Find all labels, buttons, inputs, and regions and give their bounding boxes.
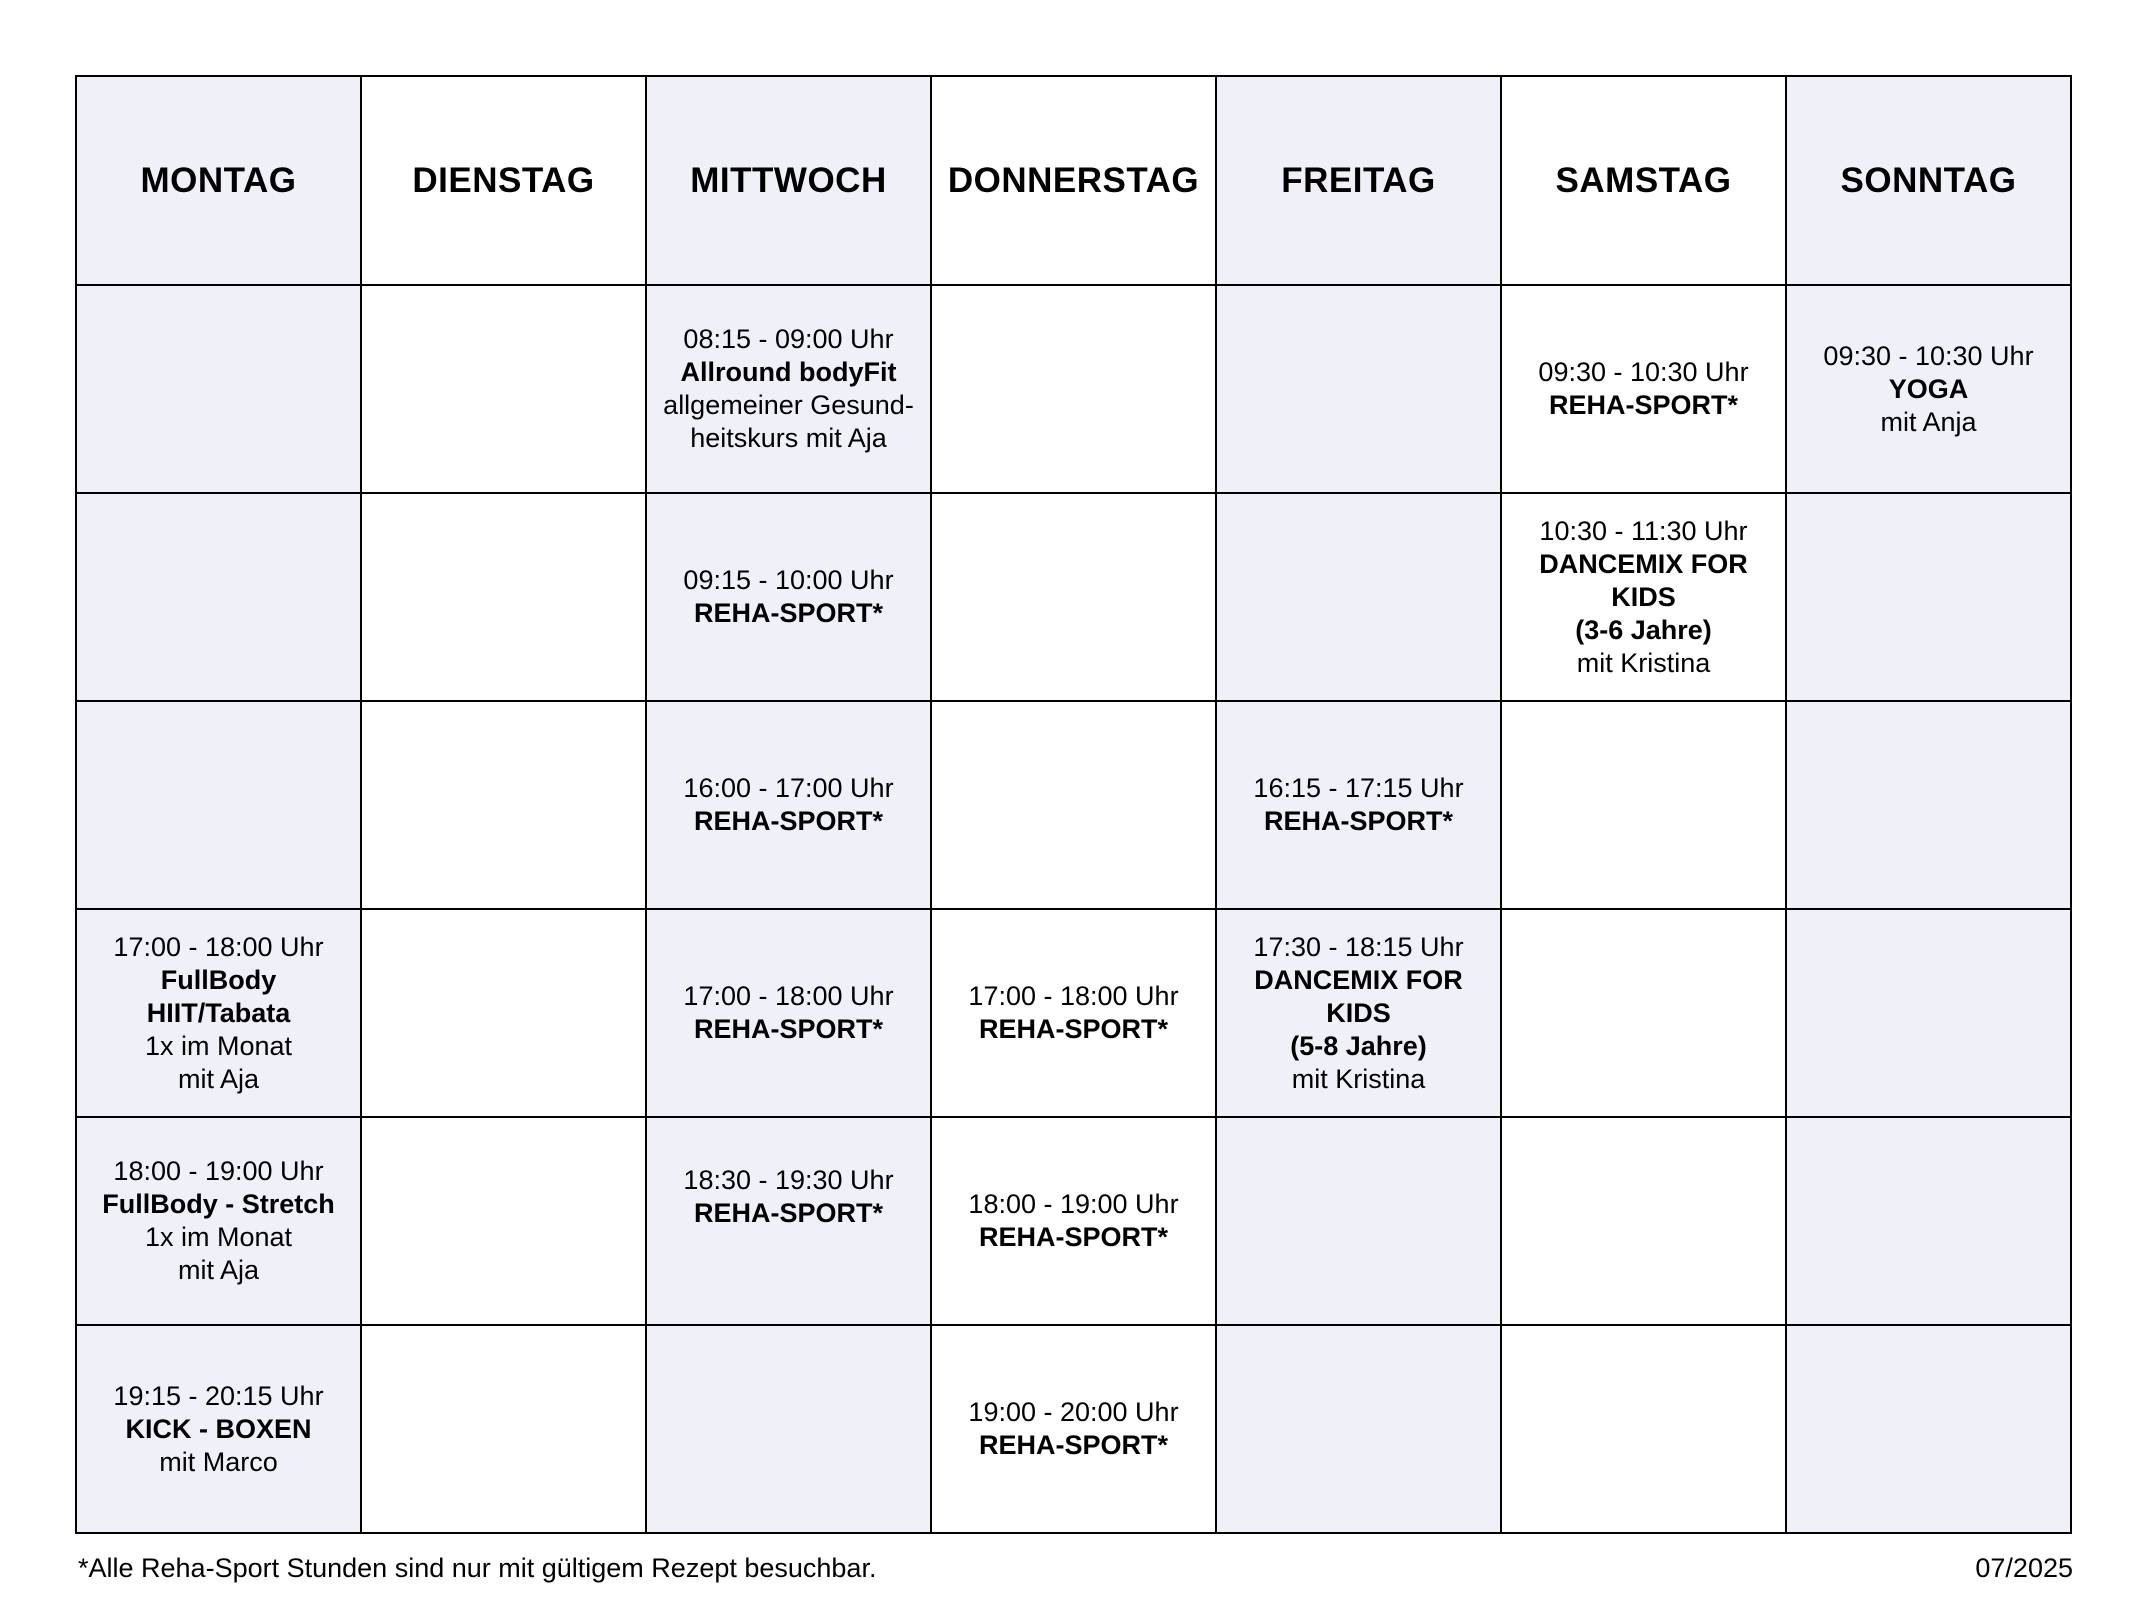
schedule-cell-monday <box>76 1325 361 1533</box>
class-title: REHA-SPORT* <box>1263 806 1453 836</box>
day-header-wednesday: MITTWOCH <box>646 76 931 285</box>
schedule-cell-saturday <box>1501 285 1786 493</box>
schedule-cell-monday <box>76 285 361 493</box>
day-header-row <box>76 76 2071 285</box>
class-entry <box>653 980 924 1046</box>
schedule-cell-friday <box>1216 285 1501 493</box>
class-time: 09:15 - 10:00 Uhr <box>683 565 894 595</box>
schedule-cell-wednesday <box>646 1117 931 1325</box>
class-note: mit Aja <box>177 1255 260 1285</box>
class-note: heitskurs mit Aja <box>690 423 887 453</box>
class-entry <box>1508 356 1779 422</box>
class-title: REHA-SPORT* <box>978 1222 1168 1252</box>
day-header-sunday: SONNTAG <box>1786 76 2071 285</box>
schedule-cell-tuesday <box>361 1325 646 1533</box>
class-title-line2: HIIT/Tabata <box>146 997 291 1028</box>
day-header-tuesday: DIENSTAG <box>361 76 646 285</box>
class-time: 08:15 - 09:00 Uhr <box>683 324 894 354</box>
class-title: FullBody - Stretch <box>102 1189 335 1219</box>
class-note: mit Marco <box>159 1446 278 1477</box>
class-entry <box>653 564 924 630</box>
schedule-cell-friday <box>1216 701 1501 909</box>
day-header-monday: MONTAG <box>76 76 361 285</box>
class-title: REHA-SPORT* <box>693 1198 883 1228</box>
schedule-cell-wednesday <box>646 909 931 1117</box>
weekly-schedule-table <box>75 75 2072 1534</box>
schedule-cell-friday <box>1216 909 1501 1117</box>
class-entry <box>653 1164 924 1230</box>
schedule-cell-friday <box>1216 493 1501 701</box>
class-time: 17:00 - 18:00 Uhr <box>968 981 1179 1011</box>
class-entry <box>1223 931 1494 1096</box>
schedule-cell-thursday <box>931 701 1216 909</box>
class-title: FullBody <box>160 964 277 995</box>
class-entry <box>938 980 1209 1046</box>
class-title: REHA-SPORT* <box>978 1014 1168 1044</box>
footer-date: 07/2025 <box>1975 1553 2073 1583</box>
class-time: 16:15 - 17:15 Uhr <box>1253 773 1464 803</box>
class-entry <box>653 772 924 838</box>
schedule-cell-monday <box>76 493 361 701</box>
schedule-cell-wednesday <box>646 701 931 909</box>
class-entry <box>1793 340 2064 439</box>
schedule-cell-monday <box>76 701 361 909</box>
schedule-cell-sunday <box>1786 285 2071 493</box>
class-time: 16:00 - 17:00 Uhr <box>683 773 894 803</box>
class-note: mit Anja <box>1880 406 1977 437</box>
schedule-cell-thursday <box>931 285 1216 493</box>
schedule-cell-sunday <box>1786 1325 2071 1533</box>
schedule-cell-sunday <box>1786 493 2071 701</box>
class-title: YOGA <box>1888 373 1969 404</box>
class-time: 18:30 - 19:30 Uhr <box>683 1165 894 1195</box>
schedule-cell-thursday <box>931 909 1216 1117</box>
class-time: 17:30 - 18:15 Uhr <box>1253 931 1464 962</box>
class-time: 18:00 - 19:00 Uhr <box>968 1189 1179 1219</box>
class-entry <box>1508 515 1779 680</box>
schedule-cell-saturday <box>1501 1325 1786 1533</box>
schedule-row <box>76 1117 2071 1325</box>
schedule-cell-tuesday <box>361 701 646 909</box>
class-title-line2: (5-8 Jahre) <box>1290 1030 1427 1061</box>
class-title: REHA-SPORT* <box>978 1430 1168 1460</box>
class-title: Allround bodyFit <box>680 357 897 387</box>
class-entry <box>938 1396 1209 1462</box>
class-entry <box>653 323 924 455</box>
schedule-cell-tuesday <box>361 285 646 493</box>
schedule-row <box>76 285 2071 493</box>
class-note: 1x im Monat <box>144 1030 293 1061</box>
class-title-line2: (3-6 Jahre) <box>1575 614 1712 645</box>
schedule-cell-sunday <box>1786 1117 2071 1325</box>
schedule-cell-wednesday <box>646 285 931 493</box>
class-title: REHA-SPORT* <box>693 598 883 628</box>
class-time: 09:30 - 10:30 Uhr <box>1538 357 1749 387</box>
class-entry <box>83 1155 354 1287</box>
schedule-row <box>76 909 2071 1117</box>
schedule-body <box>76 285 2071 1533</box>
class-time: 19:15 - 20:15 Uhr <box>113 1380 324 1411</box>
schedule-cell-tuesday <box>361 493 646 701</box>
class-title: DANCEMIX FOR KIDS <box>1539 548 1748 612</box>
schedule-cell-saturday <box>1501 1117 1786 1325</box>
class-title: KICK - BOXEN <box>125 1413 312 1444</box>
class-time: 09:30 - 10:30 Uhr <box>1823 340 2034 371</box>
schedule-cell-tuesday <box>361 909 646 1117</box>
schedule-cell-wednesday <box>646 1325 931 1533</box>
footer-note: *Alle Reha-Sport Stunden sind nur mit gültigem Rezept besuchbar. <box>78 1553 877 1583</box>
schedule-cell-saturday <box>1501 493 1786 701</box>
class-entry <box>83 931 354 1096</box>
class-note: allgemeiner Gesund- <box>663 390 914 420</box>
day-header-friday: FREITAG <box>1216 76 1501 285</box>
schedule-cell-thursday <box>931 1117 1216 1325</box>
schedule-cell-monday <box>76 909 361 1117</box>
class-title: REHA-SPORT* <box>693 806 883 836</box>
schedule-cell-thursday <box>931 493 1216 701</box>
class-note: mit Kristina <box>1576 647 1711 678</box>
class-entry <box>83 1380 354 1479</box>
class-entry <box>938 1188 1209 1254</box>
day-header-thursday: DONNERSTAG <box>931 76 1216 285</box>
schedule-cell-tuesday <box>361 1117 646 1325</box>
schedule-cell-saturday <box>1501 701 1786 909</box>
day-header-saturday: SAMSTAG <box>1501 76 1786 285</box>
schedule-cell-saturday <box>1501 909 1786 1117</box>
schedule-cell-wednesday <box>646 493 931 701</box>
class-title: REHA-SPORT* <box>693 1014 883 1044</box>
class-note: mit Kristina <box>1291 1063 1426 1094</box>
class-title: DANCEMIX FOR KIDS <box>1254 964 1463 1028</box>
class-time: 17:00 - 18:00 Uhr <box>113 931 324 962</box>
class-time: 19:00 - 20:00 Uhr <box>968 1397 1179 1427</box>
class-time: 17:00 - 18:00 Uhr <box>683 981 894 1011</box>
schedule-cell-monday <box>76 1117 361 1325</box>
schedule-cell-thursday <box>931 1325 1216 1533</box>
schedule-row <box>76 1325 2071 1533</box>
schedule-cell-friday <box>1216 1325 1501 1533</box>
schedule-row <box>76 701 2071 909</box>
class-time: 10:30 - 11:30 Uhr <box>1539 515 1748 546</box>
schedule-cell-sunday <box>1786 909 2071 1117</box>
class-note: 1x im Monat <box>144 1222 293 1252</box>
class-time: 18:00 - 19:00 Uhr <box>113 1156 324 1186</box>
class-title: REHA-SPORT* <box>1548 390 1738 420</box>
schedule-row <box>76 493 2071 701</box>
class-note: mit Aja <box>177 1063 260 1094</box>
schedule-cell-friday <box>1216 1117 1501 1325</box>
class-entry <box>1223 772 1494 838</box>
schedule-cell-sunday <box>1786 701 2071 909</box>
